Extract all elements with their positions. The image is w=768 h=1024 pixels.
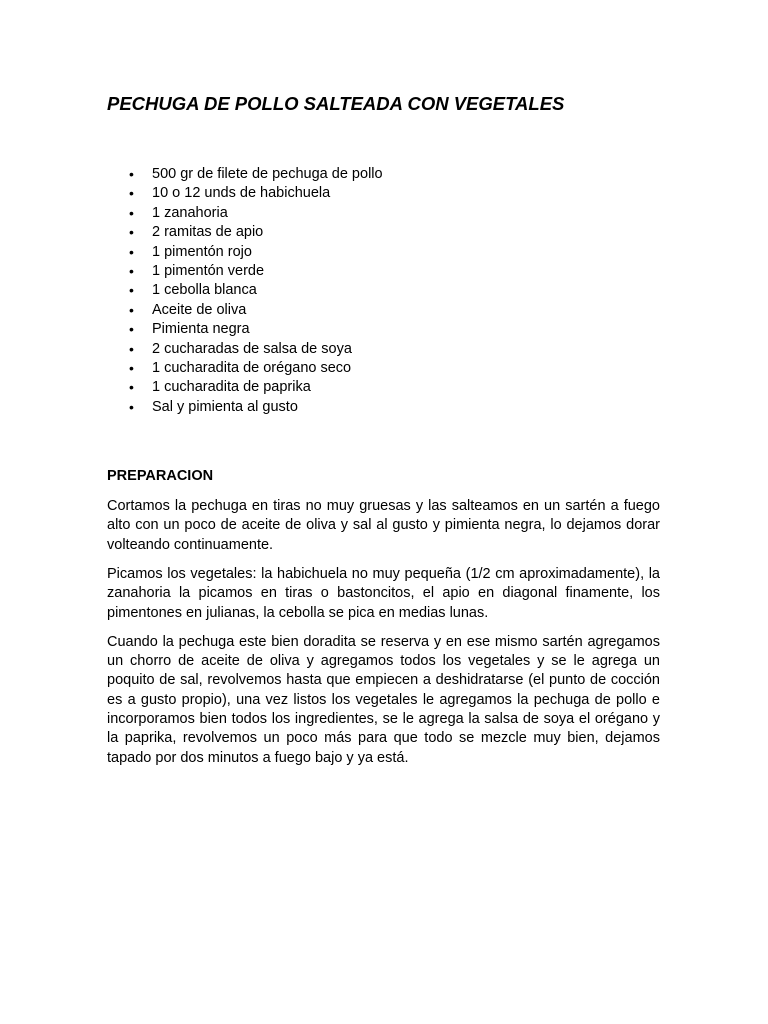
ingredient-text: 10 o 12 unds de habichuela (152, 185, 331, 202)
ingredient-text: 1 zanahoria (152, 204, 228, 221)
bullet-icon: • (129, 262, 134, 279)
ingredient-text: 1 pimentón rojo (152, 243, 252, 260)
ingredient-text: Sal y pimienta al gusto (152, 398, 298, 415)
bullet-icon: • (129, 359, 134, 376)
bullet-icon: • (129, 243, 134, 260)
recipe-title: PECHUGA DE POLLO SALTEADA CON VEGETALES (107, 93, 565, 114)
bullet-icon: • (129, 321, 134, 338)
bullet-icon: • (129, 204, 134, 221)
list-item (107, 359, 660, 378)
list-item (107, 320, 660, 339)
list-item (107, 378, 660, 397)
ingredient-list (107, 165, 660, 417)
list-item (107, 243, 660, 262)
ingredient-text: 1 pimentón verde (152, 262, 265, 279)
list-item (107, 340, 660, 359)
ingredient-text: 1 cebolla blanca (152, 282, 257, 299)
preparation-paragraph: Cortamos la pechuga en tiras no muy gruesas y las salteamos en un sartén a fuego alto con un poco de aceite de oliva y sal al gusto y pimienta negra, lo dejamos dorar volteando continuamente. (107, 498, 660, 553)
bullet-icon: • (129, 379, 134, 396)
list-item (107, 204, 660, 223)
bullet-icon: • (129, 282, 134, 299)
preparation-paragraph: Picamos los vegetales: la habichuela no muy pequeña (1/2 cm aproximadamente), la zanahoria la picamos en tiras o bastoncitos, el apio en diagonal finamente, los pimentones en julianas, la cebolla se pica en medias lunas. (107, 565, 660, 621)
list-item (107, 301, 660, 320)
preparation-paragraph: Cuando la pechuga este bien doradita se reserva y en ese mismo sartén agregamos un chorro de aceite de oliva y agregamos todos los vegetales y se le agrega un poquito de sal, revolvemos hasta que empiecen a deshidratarse (el punto de cocción es a gusto propio), una vez listos los vegetales le agregamos la pechuga de pollo e incorporamos bien todos los ingredientes, se le agrega la salsa de soya el orégano y la paprika, revolvemos un poco más para que todo se mezcle muy bien, dejamos tapado por dos minutos a fuego bajo y ya está. (107, 633, 660, 766)
list-item (107, 281, 660, 300)
list-item (107, 262, 660, 281)
ingredient-text: 1 cucharadita de orégano seco (152, 359, 352, 376)
bullet-icon: • (129, 224, 134, 241)
ingredient-text: 500 gr de filete de pechuga de pollo (152, 166, 383, 182)
bullet-icon: • (129, 166, 134, 182)
ingredient-text: Pimienta negra (152, 321, 250, 338)
list-item (107, 165, 660, 184)
ingredient-text: Aceite de oliva (152, 301, 247, 318)
preparation-heading: PREPARACION (107, 468, 214, 485)
bullet-icon: • (129, 301, 134, 318)
bullet-icon: • (129, 398, 134, 415)
ingredient-text: 2 ramitas de apio (152, 224, 264, 241)
bullet-icon: • (129, 340, 134, 357)
ingredient-text: 1 cucharadita de paprika (152, 379, 311, 396)
bullet-icon: • (129, 185, 134, 202)
list-item (107, 223, 660, 242)
list-item (107, 398, 660, 417)
list-item (107, 184, 660, 203)
ingredient-text: 2 cucharadas de salsa de soya (152, 340, 352, 357)
